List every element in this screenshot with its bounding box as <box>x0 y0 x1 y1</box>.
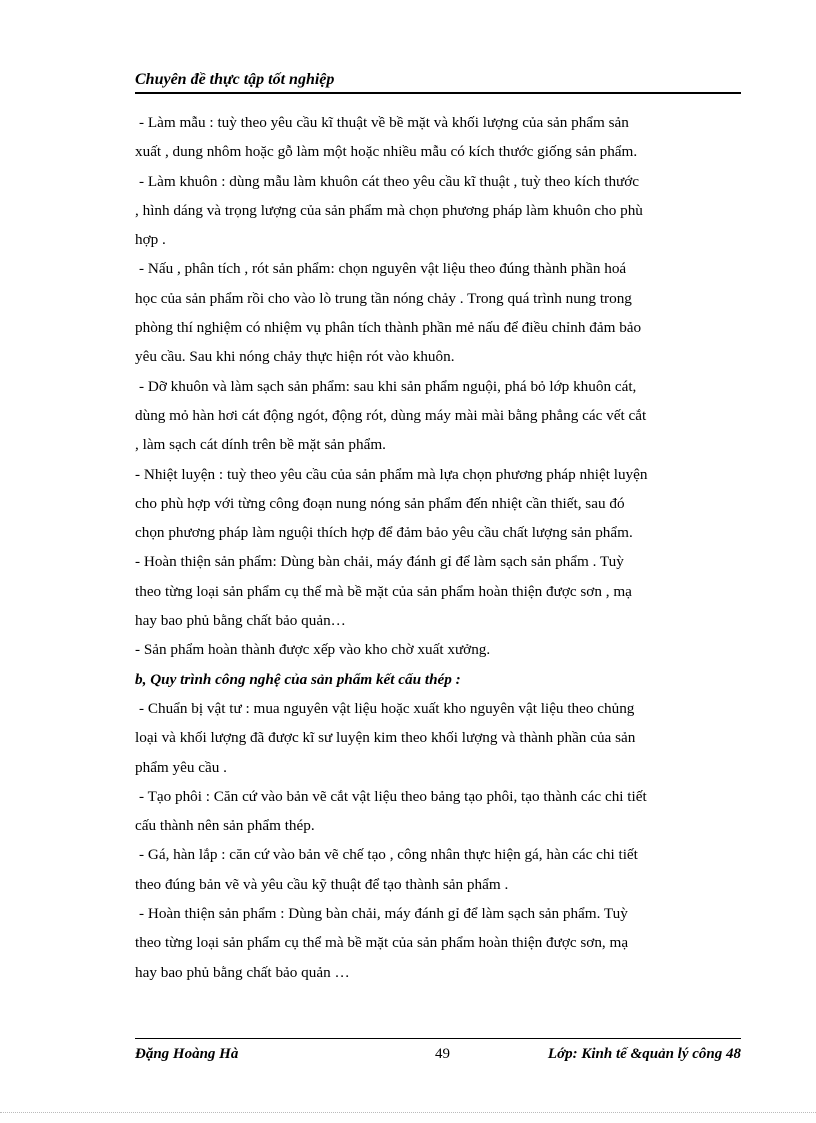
text-line: - Làm khuôn : dùng mẫu làm khuôn cát theo yêu cầu kĩ thuật , tuỳ theo kích thước <box>139 172 640 190</box>
text-line: theo từng loại sản phẩm cụ thể mà bề mặt của sản phẩm hoàn thiện được sơn, mạ <box>135 934 629 952</box>
text-line: hợp . <box>135 231 166 249</box>
text-line: cấu thành nên sản phẩm thép. <box>135 817 315 835</box>
footer-rule <box>135 1038 741 1039</box>
header-title: Chuyên đề thực tập tốt nghiệp <box>135 71 335 88</box>
text-line: - Nấu , phân tích , rót sản phẩm: chọn nguyên vật liệu theo đúng thành phần hoá <box>139 260 627 278</box>
text-line: yêu cầu. Sau khi nóng chảy thực hiện rót vào khuôn. <box>135 348 455 366</box>
text-line: theo từng loại sản phẩm cụ thể mà bề mặt của sản phẩm hoàn thiện được sơn , mạ <box>135 582 632 600</box>
section-heading: b, Quy trình công nghệ của sản phẩm kết cấu thép : <box>135 670 461 688</box>
text-line: - Hoàn thiện sản phẩm : Dùng bàn chải, máy đánh gỉ để làm sạch sản phẩm. Tuỳ <box>139 905 628 923</box>
text-line: phòng thí nghiệm có nhiệm vụ phân tích thành phần mẻ nấu để điều chỉnh đảm bảo <box>135 319 642 337</box>
text-line: dùng mỏ hàn hơi cát động ngót, động rót, dùng máy mài mài bằng phẳng các vết cắt <box>135 406 647 424</box>
page-header <box>135 70 741 94</box>
text-line: , hình dáng và trọng lượng của sản phẩm mà chọn phương pháp làm khuôn cho phù <box>135 201 643 219</box>
text-line: - Chuẩn bị vật tư : mua nguyên vật liệu hoặc xuất kho nguyên vật liệu theo chủng <box>139 699 635 717</box>
text-line: - Gá, hàn lắp : căn cứ vào bản vẽ chế tạo , công nhân thực hiện gá, hàn các chi tiết <box>139 846 638 864</box>
text-line: - Hoàn thiện sản phẩm: Dùng bàn chải, máy đánh gỉ để làm sạch sản phẩm . Tuỳ <box>135 553 624 571</box>
text-line: chọn phương pháp làm nguội thích hợp để đảm bảo yêu cầu chất lượng sản phẩm. <box>135 524 633 542</box>
text-line: - Làm mẫu : tuỳ theo yêu cầu kĩ thuật về bề mặt và khối lượng của sản phẩm sản <box>139 114 629 131</box>
text-line: hay bao phủ bằng chất bảo quản… <box>135 612 346 630</box>
text-line: - Nhiệt luyện : tuỳ theo yêu cầu của sản phẩm mà lựa chọn phương pháp nhiệt luyện <box>135 465 648 483</box>
page-number: 49 <box>435 1046 450 1062</box>
footer-author: Đặng Hoàng Hà <box>135 1046 239 1062</box>
text-line: - Tạo phôi : Căn cứ vào bản vẽ cắt vật liệu theo bảng tạo phôi, tạo thành các chi tiết <box>139 787 647 805</box>
text-line: hay bao phủ bằng chất bảo quản … <box>135 963 350 981</box>
text-line: xuất , dung nhôm hoặc gỗ làm một hoặc nhiều mẫu có kích thước giống sản phẩm. <box>135 143 638 161</box>
text-line: , làm sạch cát dính trên bề mặt sản phẩm. <box>135 436 386 454</box>
text-line: - Sản phẩm hoàn thành được xếp vào kho chờ xuất xưởng. <box>135 641 491 659</box>
text-line: phẩm yêu cầu . <box>135 758 227 776</box>
document-body <box>135 108 741 987</box>
text-line: - Dỡ khuôn và làm sạch sản phẩm: sau khi sản phẩm nguội, phá bỏ lớp khuôn cát, <box>139 377 637 395</box>
page-footer <box>135 1043 741 1065</box>
text-line: loại và khối lượng đã được kĩ sư luyện kim theo khối lượng và thành phần của sản <box>135 729 636 747</box>
text-line: học của sản phẩm rồi cho vào lò trung tần nóng chảy . Trong quá trình nung trong <box>135 289 632 307</box>
footer-class: Lớp: Kinh tế &quản lý công 48 <box>547 1046 741 1062</box>
text-line: cho phù hợp với từng công đoạn nung nóng sản phẩm đến nhiệt cần thiết, sau đó <box>135 494 625 512</box>
text-line: theo đúng bản vẽ và yêu cầu kỹ thuật để tạo thành sản phẩm . <box>135 875 509 893</box>
page-bottom-border <box>0 1112 816 1113</box>
